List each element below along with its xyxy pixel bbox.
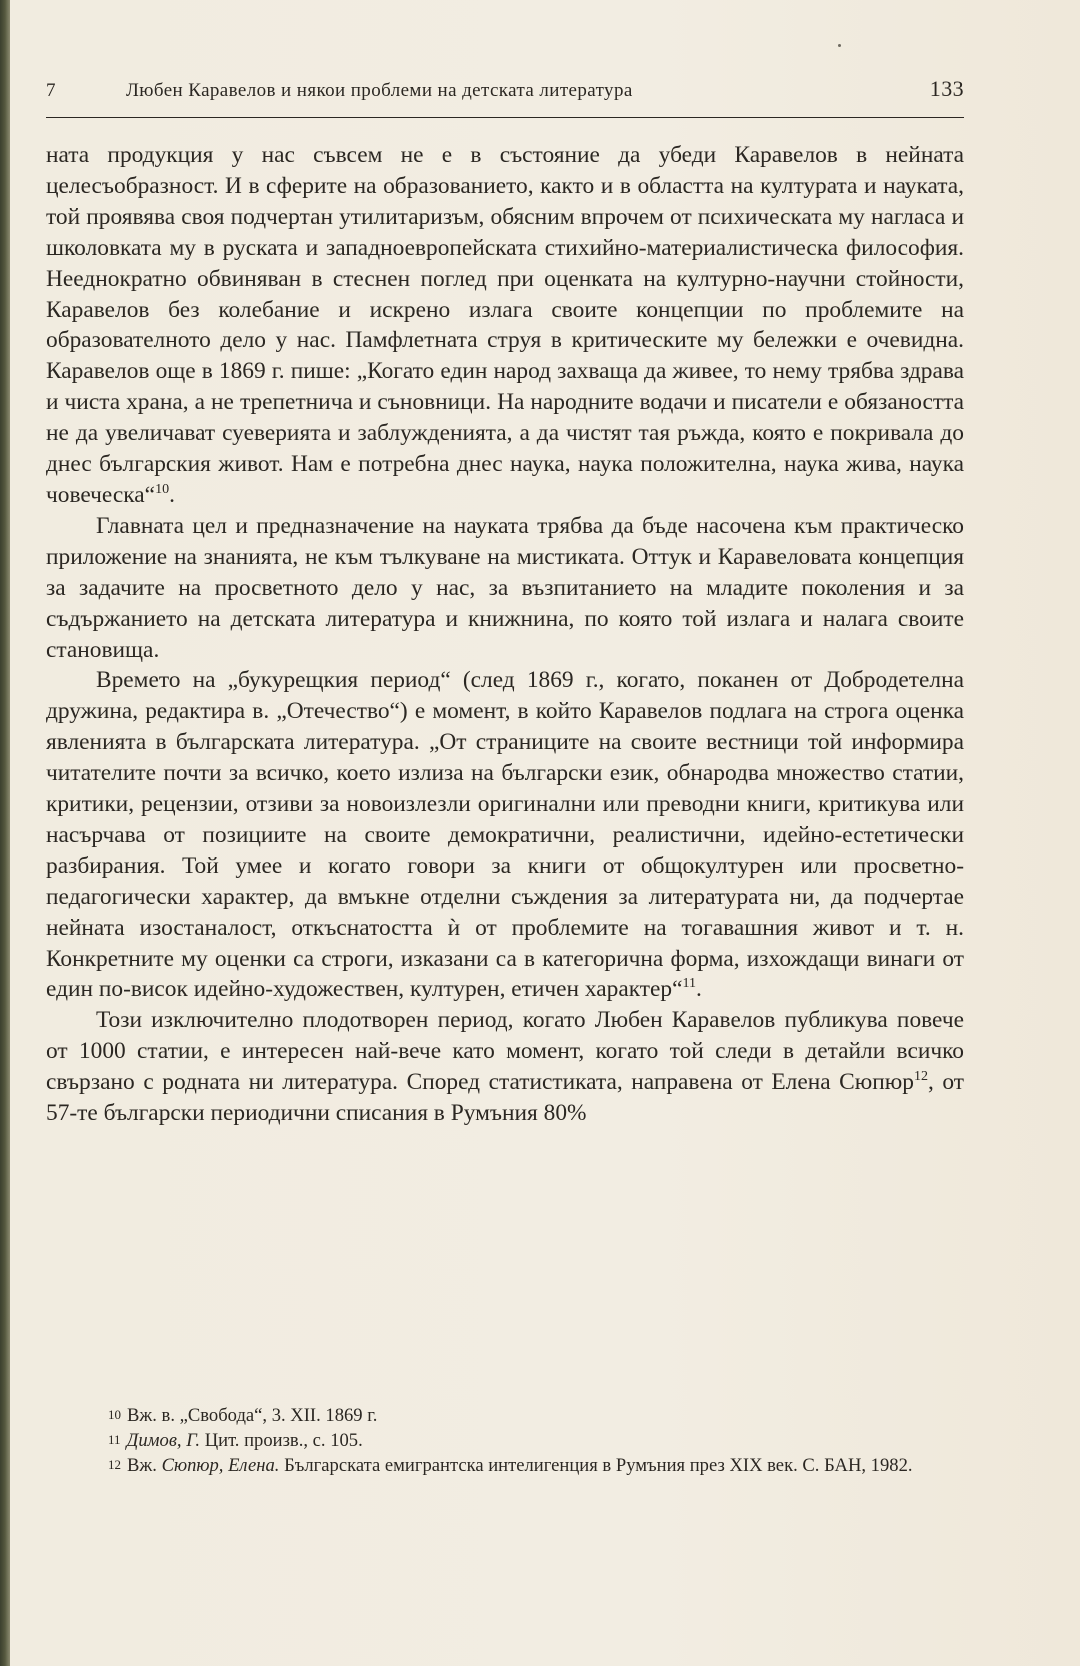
footnote-12: [46, 1453, 964, 1478]
footnote-ref-12: 12: [913, 1068, 928, 1085]
paragraph-3: [46, 665, 964, 1005]
footnote-10: [46, 1403, 964, 1428]
running-header: [46, 76, 964, 110]
footnote-author: Димов, Г.: [126, 1430, 201, 1451]
header-left-number: 7: [46, 80, 56, 101]
book-binding-edge: [0, 0, 10, 1666]
footnote-text: Българската емигрантска интелигенция в Румъния през XIX век. С. БАН, 1982.: [284, 1455, 913, 1476]
paragraph-4-text: Този изключително плодотворен период, когато Любен Каравелов публикува повече от 1000 статии, е интересен най-вече като момент, когато той следи в детайли всичко свързано с родната ни литература. Според статистиката, направена от Елена Сюпюр: [46, 1007, 964, 1096]
footnote-11: [46, 1428, 964, 1453]
paragraph-2: [46, 511, 964, 666]
paragraph-4-end: , от 57-те български периодични списания в Румъния 80%: [46, 1069, 964, 1127]
paragraph-3-text: Времето на „букурещкия период“ (след 1869 г., когато, поканен от Добродетелна дружина, редактира в. „Отечество“) е момент, в който Каравелов подлага на строга оценка явленията в българската литература. „От страниците на своите вестници той информира читателите почти за всичко, което излиза на български език, обнародва множество статии, критики, рецензии, отзиви за новоизлезли оригинални или преводни книги, критикува или насърчава от позициите на своите демократични, реалистични, идейно-естетически разбирания. Той умее и когато говори за книги от общокултурен или просветно-педагогически характер, да вмъкне отделни съждения за литературата ни, да подчертае нейната изостаналост, откъснатостта ѝ от проблемите на тогавашния живот и т. н. Конкретните му оценки са строги, изказани са в категорична форма, изхождащи винаги от един по-висок идейно-художествен, културен, етичен характер“: [46, 667, 964, 1003]
paragraph-1-text: ната продукция у нас съвсем не е в състояние да убеди Каравелов в нейната целесъобразност. И в сферите на образованието, както и в областта на културата и науката, той проявява своя подчертан утилитаризъм, обясним впрочем от психическата му нагласа и школовката му в руската и западноевропейската стихийно-материалистическа философия. Нееднократно обвиняван в стеснен поглед при оценката на културно-научни стойности, Каравелов без колебание и искрено излага своите концепции по проблемите на образователното дело у нас. Памфлетната струя в критическите му бележки е очевидна. Каравелов още в 1869 г. пише: „Когато един народ захваща да живее, то нему трябва здрава и чиста храна, а не трепетнича и съновници. На народните водачи и писатели е обязаността не да увеличават суеверията и заблужденията, а да чистят тая ръжда, която е покривала до днес българския живот. Нам е потребна днес наука, наука положителна, наука жива, наука човеческа“: [46, 142, 964, 508]
footnote-marker: 12: [108, 1457, 121, 1472]
paragraph-1-end: .: [169, 481, 175, 508]
paragraph-1: [46, 140, 964, 511]
footnote-prefix: Вж.: [127, 1455, 157, 1476]
paper-speck: [838, 44, 841, 47]
page-number: 133: [929, 76, 964, 101]
footnotes: [46, 1403, 964, 1478]
footnote-marker: 11: [108, 1432, 121, 1447]
paragraph-4: [46, 1005, 964, 1129]
footnote-text: Цит. произв., с. 105.: [204, 1430, 363, 1451]
footnote-text: Вж. в. „Свобода“, 3. XII. 1869 г.: [127, 1405, 378, 1426]
header-rule: [46, 117, 964, 118]
main-text: [46, 140, 964, 1129]
footnote-author: Сюпюр, Елена.: [161, 1455, 280, 1476]
paragraph-3-end: .: [696, 976, 702, 1003]
paragraph-2-text: Главната цел и предназначение на науката трябва да бъде насочена към практическо приложение на знанията, не към тълкуване на мистиката. Оттук и Каравеловата концепция за задачите на просветното дело у нас, за възпитанието на младите поколения и за съдържанието на детската литература и книжнина, по която той излага и налага своите становища.: [46, 512, 964, 663]
footnote-ref-10: 10: [155, 481, 170, 498]
footnote-ref-11: 11: [682, 975, 696, 992]
running-title: Любен Каравелов и някои проблеми на детската литература: [126, 80, 633, 101]
footnote-marker: 10: [108, 1407, 121, 1422]
